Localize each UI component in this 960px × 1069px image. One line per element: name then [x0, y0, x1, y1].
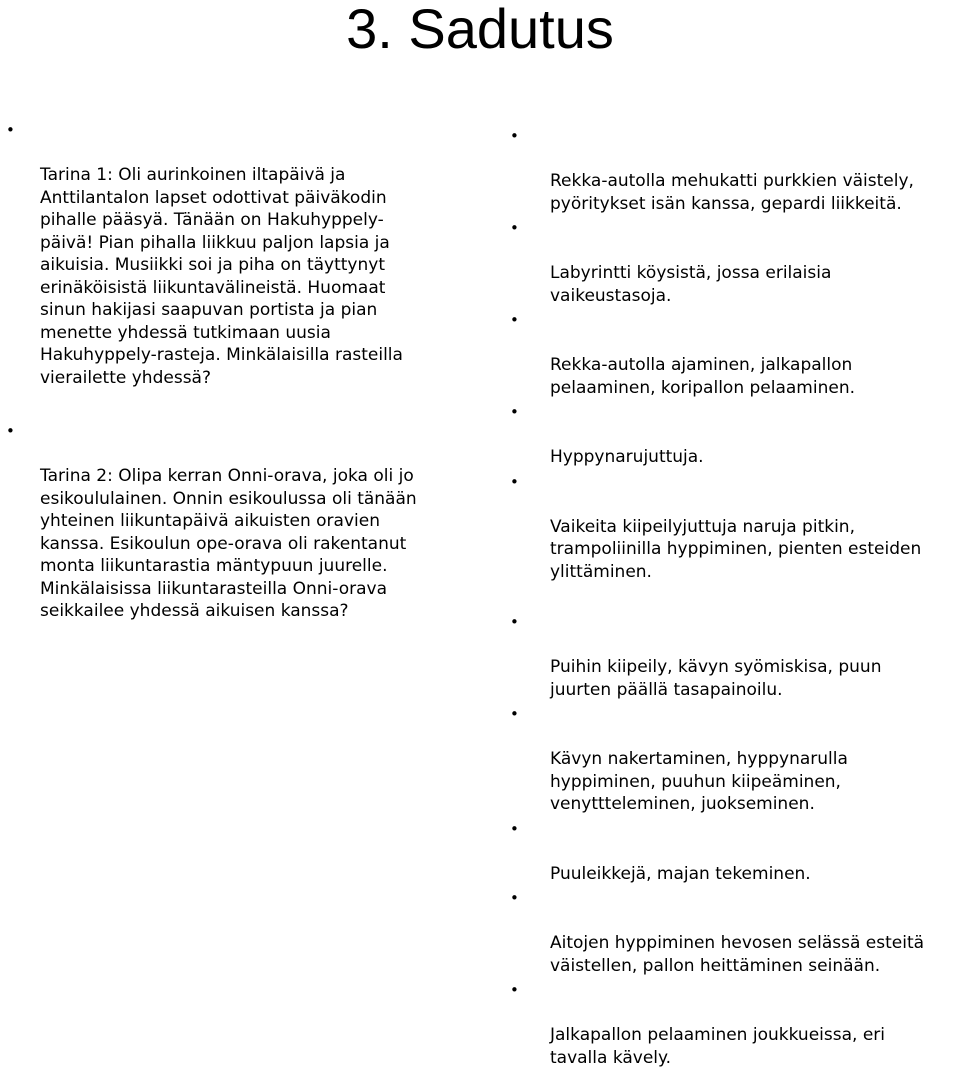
list-item — [510, 217, 960, 307]
bullet-icon: • — [510, 705, 519, 723]
list-item — [510, 611, 960, 701]
story-1-text: Tarina 1: Oli aurinkoinen iltapäivä ja Anttilantalon lapset odottivat päiväkodin pihalle pääsyä. Tänään on Hakuhyppely- päivä! Pian pihalla liikkuu paljon lapsia ja aikuisia. Musiikki soi ja piha on täyttynyt erinäköisistä liikuntavälineistä. Huomaat sinun hakijasi saapuvan portista ja pian menette yhdessä tutkimaan uusia Hakuhyppely-rasteja. Minkälaisilla rasteilla vierailette yhdessä? — [40, 165, 403, 388]
list-item — [510, 703, 960, 816]
list-item — [510, 309, 960, 399]
slide-title: 3. Sadutus — [346, 0, 614, 60]
bullet-icon: • — [6, 422, 15, 440]
list-item — [510, 887, 960, 977]
answer-text: Aitojen hyppiminen hevosen selässä esteitä väistellen, pallon heittäminen seinään. — [550, 933, 925, 976]
list-item-story-2 — [0, 420, 480, 623]
list-item — [510, 818, 960, 886]
bullet-icon: • — [6, 121, 15, 139]
bullet-icon: • — [510, 219, 519, 237]
bullet-icon: • — [510, 311, 519, 329]
bullet-icon: • — [510, 472, 519, 491]
bullet-icon: • — [510, 127, 519, 145]
story-2-text: Tarina 2: Olipa kerran Onni-orava, joka oli jo esikoululainen. Onnin esikoulussa oli tänään yhteinen liikuntapäivä aikuisten oravien kanssa. Esikoulun ope-orava oli rakentanut monta liikuntarastia mäntypuun juurelle. Minkälaisissa liikuntarasteilla Onni-orava seikkailee yhdessä aikuisen kanssa? — [40, 466, 417, 621]
list-item-story-1 — [0, 119, 480, 389]
answer-text: Hyppynarujuttuja. — [550, 447, 704, 467]
answer-text: Labyrintti köysistä, jossa erilaisia vaikeustasoja. — [550, 263, 832, 306]
answer-text: Rekka-autolla mehukatti purkkien väistely, pyöritykset isän kanssa, gepardi liikkeitä. — [550, 171, 914, 214]
answer-text: Puuleikkejä, majan tekeminen. — [550, 863, 811, 884]
answer-text: Vaikeita kiipeilyjuttuja naruja pitkin, trampoliinilla hyppiminen, pienten esteiden ylittäminen. — [550, 516, 922, 582]
answer-text: Rekka-autolla ajaminen, jalkapallon pelaaminen, koripallon pelaaminen. — [550, 355, 855, 398]
answer-text: Puihin kiipeily, kävyn syömiskisa, puun juurten päällä tasapainoilu. — [550, 657, 882, 700]
bullet-icon: • — [510, 613, 519, 631]
bullet-icon: • — [510, 889, 519, 907]
answer-text: Jalkapallon pelaaminen joukkueissa, eri tavalla kävely. — [550, 1025, 885, 1068]
list-item — [510, 471, 960, 584]
answer-text: Kävyn nakertaminen, hyppynarulla hyppiminen, puuhun kiipeäminen, venyttteleminen, juokseminen. — [550, 749, 848, 814]
list-item — [510, 125, 960, 215]
bullet-icon: • — [510, 403, 519, 421]
bullet-icon: • — [510, 819, 519, 838]
bullet-icon: • — [510, 981, 519, 999]
list-item — [510, 401, 960, 469]
answer-list — [510, 123, 960, 1069]
list-item — [510, 979, 960, 1069]
story-list — [0, 119, 480, 623]
